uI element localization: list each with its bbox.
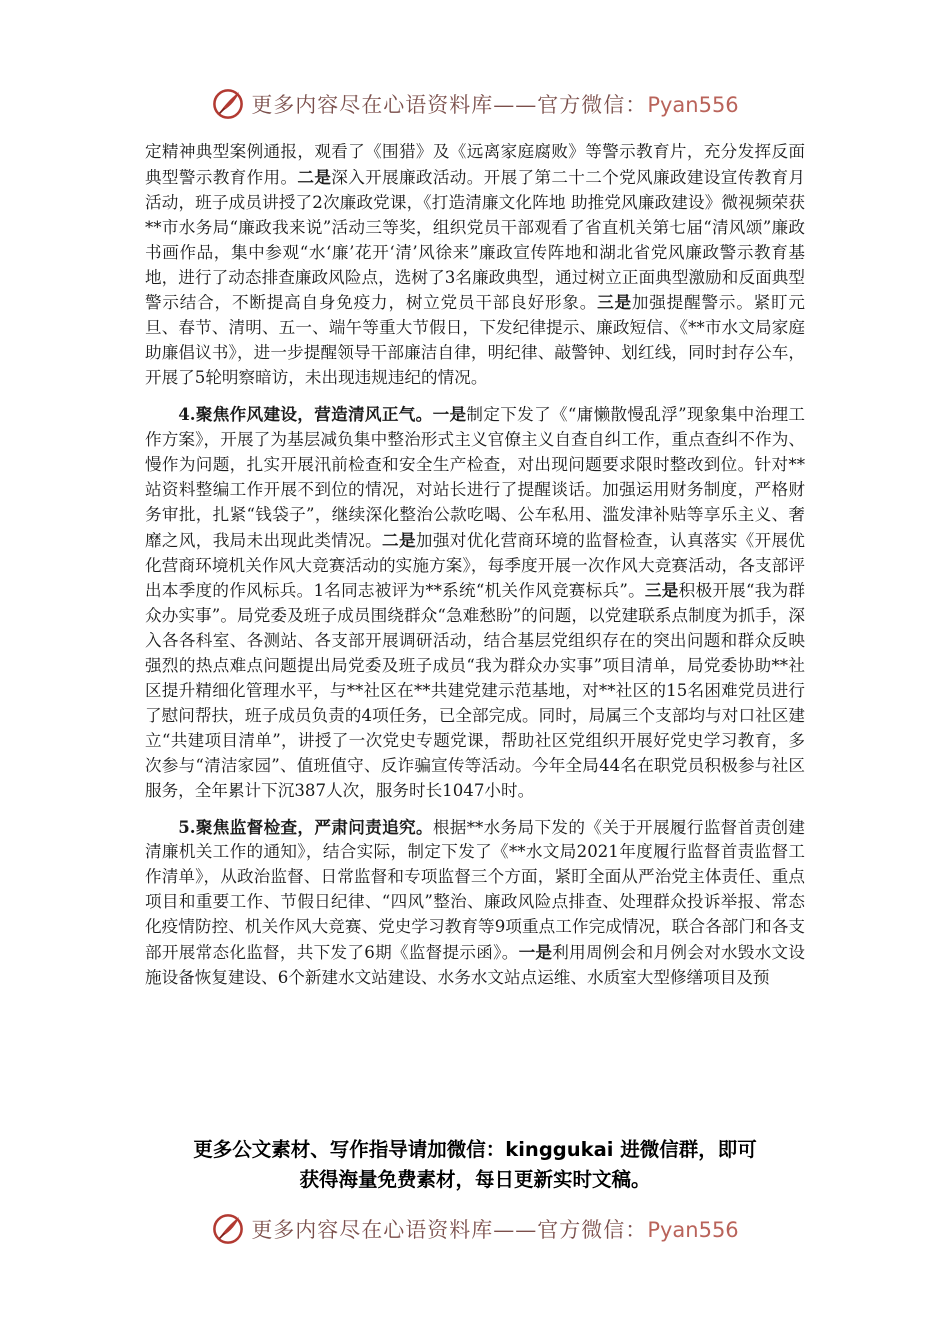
paragraph <box>145 402 805 804</box>
text-segment: 根据**水务局下发的《关于开展履行监督首责创建清廉机关工作的通知》，结合实际，制定下发了《**水文局2021年度履行监督首责监督工作清单》，从政治监督、日常监督和专项监督三个方面，紧盯全面从严治党主体责任、重点项目和重要工作、节假日纪律、“四风”整治、廉政风险点排查、处理群众投诉举报、常态化疫情防控、机关作风大竞赛、党史学习教育等9项重点工作完成情况，联合各部门和各支部开展常态化监督，共下发了6期《监督提示函》。 <box>145 817 806 963</box>
wechat-id: Pyan556 <box>647 93 739 117</box>
promo-line-2: 获得海量免费素材，每日更新实时文稿。 <box>299 1168 651 1191</box>
bold-text: 二是 <box>382 529 416 550</box>
bold-text: 三是 <box>644 580 679 601</box>
text-segment: 定精神典型案例通报，观看了《围猎》及《远离家庭腐败》等警示教育片，充分发挥反面典型警示教育作用。 <box>145 142 805 187</box>
footer-watermark-banner <box>0 1209 950 1249</box>
text-segment: 加强对优化营商环境的监督检查，认真落实《开展优化营商环境机关作风大竞赛活动的实施方案》，每季度开展一次作风大竞赛活动，各支部评出本季度的作风标兵。1名同志被评为**系统“机关作风竞赛标兵”。 <box>145 530 806 601</box>
bold-text: 一是 <box>518 942 553 963</box>
bold-text: 4.聚焦作风建设，营造清风正气。 <box>178 404 433 425</box>
wechat-id: Pyan556 <box>647 1218 739 1242</box>
text-segment: 利用周例会和月例会对水毁水文设施设备恢复建设、6个新建水文站建设、水务水文站点运维、水质室大型修缮项目及预 <box>145 943 805 987</box>
bold-text: 三是 <box>597 292 632 313</box>
text-segment: 制定下发了《“庸懒散慢乱浮”现象集中治理工作方案》，开展了为基层减负集中整治形式主义官僚主义自查自纠工作，重点查纠不作为、慢作为问题，扎实开展汛前检查和安全生产检查，对出现问题要求限时整改到位。针对**站资料整编工作开展不到位的情况，对站长进行了提醒谈话。加强运用财务制度，严格财务审批，扎紧“钱袋子”，继续深化整治公款吃喝、公车私用、滥发津补贴等享乐主义、奢靡之风，我局未出现此类情况。 <box>145 405 806 550</box>
bold-text: 二是 <box>297 166 332 187</box>
quill-pen-logo-icon <box>211 87 245 121</box>
promo-line-1: 更多公文素材、写作指导请加微信：kinggukai 进微信群，即可 <box>193 1138 757 1161</box>
banner-text: 更多内容尽在心语资料库——官方微信：Pyan556 <box>251 93 739 117</box>
bold-text: 一是 <box>432 404 467 425</box>
banner-text: 更多内容尽在心语资料库——官方微信：Pyan556 <box>251 1218 739 1242</box>
paragraph <box>145 815 805 991</box>
text-segment: 积极开展“我为群众办实事”。局党委及班子成员围绕群众“急难愁盼”的问题，以党建联系点制度为抓手，深入各各科室、各测站、各支部开展调研活动，结合基层党组织存在的突出问题和群众反映强烈的热点难点问题提出局党委及班子成员“我为群众办实事”项目清单，局党委协助**社区提升精细化管理水平，与**社区在**共建党建示范基地，对**社区的15名困难党员进行了慰问帮扶，班子成员负责的4项任务，已全部完成。同时，局属三个支部均与对口社区建立“共建项目清单”，讲授了一次党史专题党课，帮助社区党组织开展好党史学习教育，多次参与“清洁家园”、值班值守、反诈骗宣传等活动。今年全局44名在职党员积极参与社区服务，全年累计下沉387人次，服务时长1047小时。 <box>145 581 806 800</box>
promo-notice <box>0 1135 950 1195</box>
text-segment: 加强提醒警示。紧盯元旦、春节、清明、五一、端午等重大节假日，下发纪律提示、廉政短信、《**市水文局家庭助廉倡议书》，进一步提醒领导干部廉洁自律，明纪律、敲警钟、划红线，同时封存公车，开展了5轮明察暗访，未出现违规违纪的情况。 <box>145 293 806 388</box>
header-watermark-banner <box>0 84 950 124</box>
text-segment: 深入开展廉政活动。开展了第二十二个党风廉政建设宣传教育月活动，班子成员讲授了2次廉政党课，《打造清廉文化阵地 助推党风廉政建设》微视频荣获**市水务局“廉政我来说”活动三等奖，组织党员干部观看了省直机关第七届“清风颂”廉政书画作品，集中参观“水‘廉’花开‘清’风徐来”廉政宣传阵地和湖北省党风廉政警示教育基地，进行了动态排查廉政风险点，选树了3名廉政典型，通过树立正面典型激励和反面典型警示结合，不断提高自身免疫力，树立党员干部良好形象。 <box>145 167 806 313</box>
document-body <box>145 140 805 991</box>
quill-pen-logo-icon <box>211 1212 245 1246</box>
paragraph <box>145 140 805 391</box>
bold-text: 5.聚焦监督检查，严肃问责追究。 <box>178 816 433 837</box>
